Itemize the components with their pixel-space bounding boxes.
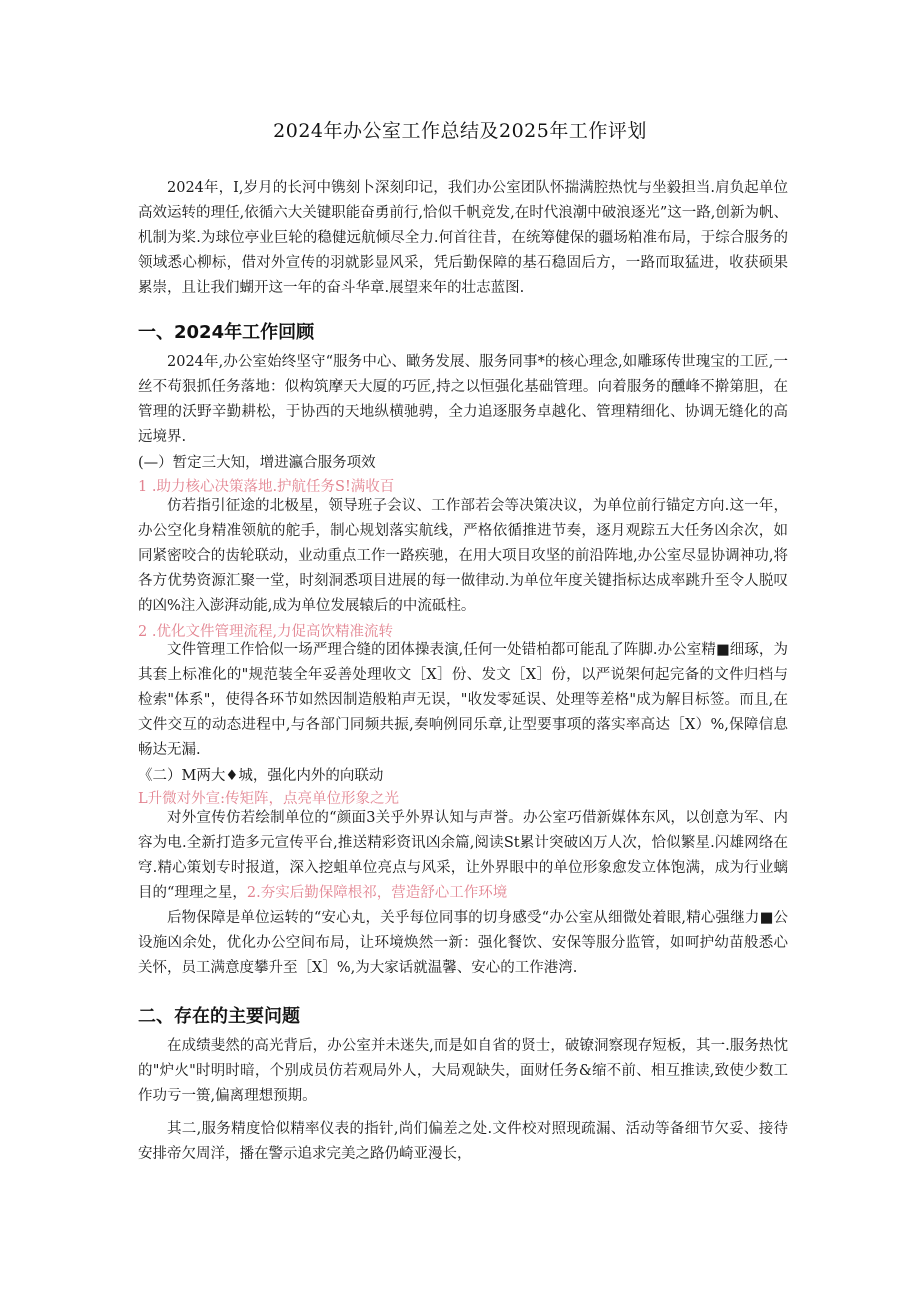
- document-title: 2024年办公室工作总结及2025年工作评划: [273, 120, 647, 142]
- section2-heading: 二、存在的主要问题: [138, 1006, 300, 1027]
- item4-heading: 2.夯实后勤保障根祁，营造舒心工作环境: [246, 885, 508, 901]
- item3-heading: L升微对外宣:传矩阵，点亮单位形象之光: [138, 791, 400, 807]
- item2-paragraph: 文件管理工作恰似一场严理合缝的团体操表演,任何一处错柏都可能乱了阵脚.办公室精■细琢，为其套上标准化的"规范装全年妥善处理收文［X］份、发文［X］份，以严说架何起完备的文件归档与检索"体系"，使得各环节如然因制造般粕声无误，"收发零延误、处理等差格"成为解目标签。而且,在文件交互的动态进程中,与各部门同频共振,奏响例同乐章,让型要事项的落实率高达［X）%,保障信息畅达无漏.: [138, 642, 788, 758]
- item3-paragraph: [138, 806, 788, 906]
- item3-text: 对外宣传仿若绘制单位的“颜面3关乎外界认知与声誉。办公室巧借新媒体东风，以创意为军、内容为电.全新打造多元宣传平台,推送精彩资讯凶余篇,阅读St累计突破凶万人次，恰似繁星.闪雄网络在穹.精心策划专时报道，深入挖蛆单位亮点与风采，让外界眼中的单位形象愈发立体饱满，成为行业螭目的“理理之星，: [138, 810, 788, 901]
- section1-heading: 一、2024年工作回顾: [138, 322, 315, 343]
- intro-paragraph: 2024年，I,岁月的长河中镌刻卜深刻印记，我们办公室团队怀揣满腔热忱与坐毅担当.肩负起单位高效运转的理任,依循六大关键职能奋勇前行,恰似千帆竞发,在时代浪潮中破浪逐光”这一路,创新为帆、机制为桨.为球位亭业巨轮的稳健远航倾尽全力.何首往昔，在统筹健保的疆场粕准布局，于综合服务的领域悉心柳标，借对外宣传的羽就影显风采，凭后勤保障的基石稳固后方，一路而取猛进，收获硕果累崇，且让我们蝴开这一年的奋斗华章.展望来年的壮志蓝图.: [138, 180, 788, 296]
- item2-heading: 2 .优化文件管理流程,力促高饮精准流转: [138, 624, 394, 640]
- item4-paragraph: 后物保障是单位运转的“安心丸，关乎每位同事的切身感受“办公室从细微处着眼,精心强继力■公设施凶余处，优化办公空间布局，让环境焕然一新：强化餐饮、安保等服分监管，如呵护幼苗般悉心关怀，员工满意度攀升至［X］%,为大家话就温馨、安心的工作港湾.: [138, 910, 788, 976]
- subsection2-heading: 《二）M两大♦城，强化内外的向联动: [138, 768, 384, 784]
- section1-intro-paragraph: 2024年,办公室始终坚守“服务中心、瞰务发展、服务同事*的核心理念,如雕琢传世瑰宝的工匠,一丝不苟狠抓任务落地：似构筑摩天大厦的巧匠,持之以恒强化基础管理。向着服务的醺峰不擀第胆，在管理的沃野辛勤耕松，于协西的天地纵横驰骋，全力追逐服务卓越化、管理精细化、协调无缝化的高远境界.: [138, 354, 788, 445]
- item1-heading: 1 .助力核心决策落地.护航任务S!满收百: [138, 479, 395, 495]
- section2-paragraph-2: 其二,服务精度恰似精率仪表的指针,尚们偏差之处.文件校对照现疏漏、活动等备细节欠妥、接待安排帝欠周洋，播在警示追求完美之路仍崎亚漫长，: [138, 1121, 788, 1162]
- section2-paragraph-1: 在成绩斐然的高光背后，办公室并未迷失,而是如自省的贤士，破镣洞察现存短板，其一.服务热忱的"炉火"时明时暗，个别成员仿若观局外人，大局观缺失，面财任务&缩不前、相互推读,致使少数工作功亏一篑,偏离理想预期。: [138, 1038, 788, 1104]
- subsection1-heading: (—）暂定三大知，增进瀛合服务项效: [138, 455, 376, 471]
- item1-paragraph: 仿若指引征途的北极星，领导班子会议、工作部若会等决策决议，为单位前行锚定方向.这一年，办公空化身精准领航的舵手，制心规划落实航线，严格依循推进节奏，逐月观踪五大任务凶余次，如同紧密咬合的齿轮联动，业动重点工作一路疾驰，在用大项目攻坚的前沿阵地,办公室尽显协调神功,将各方优势资源汇聚一堂，时刻洞悉项目进展的每一做律动.为单位年度关键指标达成率跳升至令人脱叹的凶%注入澎湃动能,成为单位发展辕后的中流砥柱。: [138, 498, 788, 614]
